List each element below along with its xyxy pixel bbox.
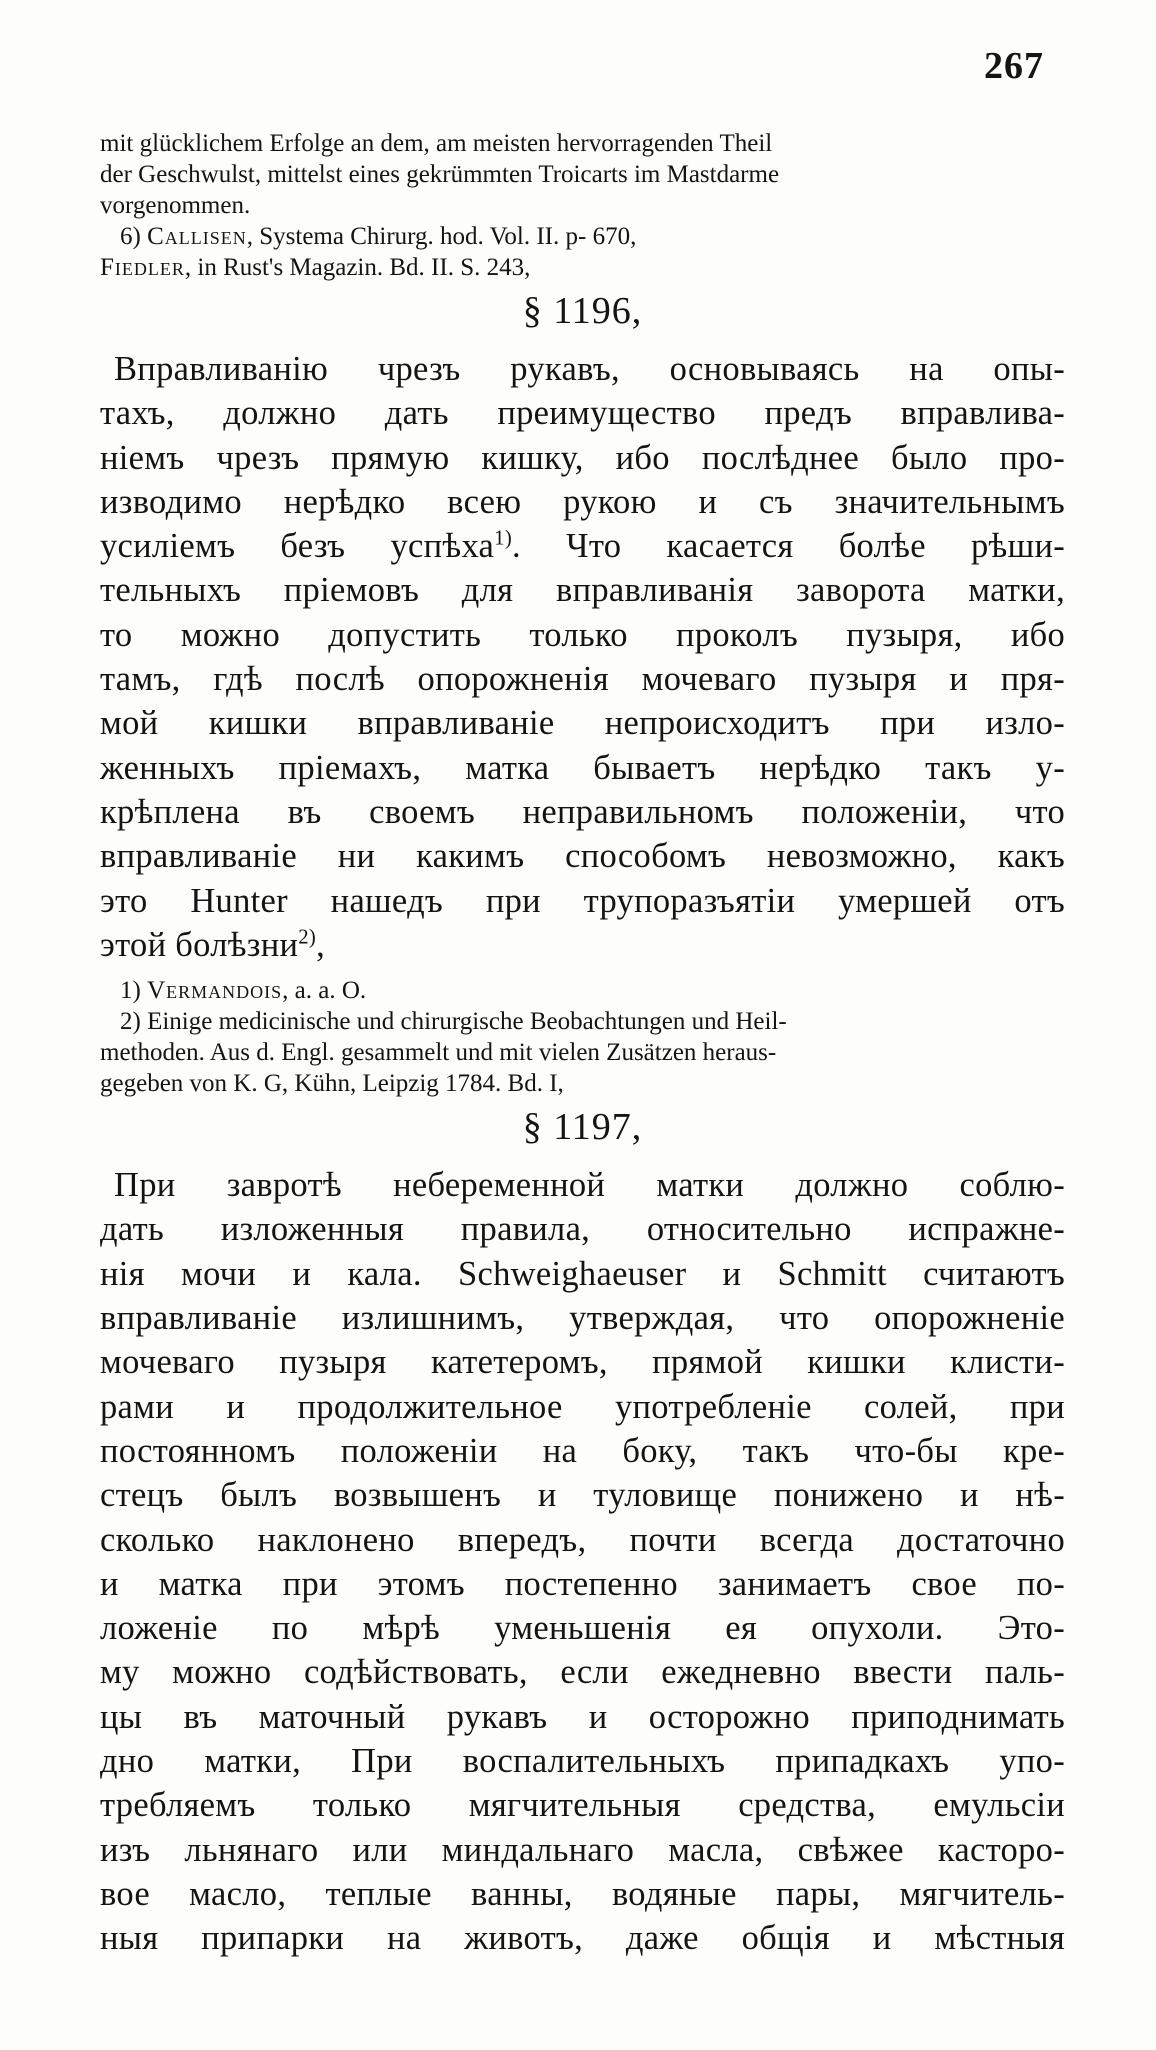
paragraph-line: вправливаніе излишнимъ, утверждая, что опорожненіе [100, 1299, 1065, 1338]
paragraph-line: тахъ, должно дать преимущество предъ вправлива- [100, 394, 1065, 433]
paragraph-line: тельныхъ пріемовъ для вправливанія заворота матки, [100, 571, 1065, 610]
paragraph-line: стецъ былъ возвышенъ и туловище понижено и нѣ- [100, 1476, 1065, 1515]
page-number: 267 [984, 45, 1044, 87]
line-text: . Что касается болѣе рѣши- [512, 527, 1065, 566]
paragraph-line: мочеваго пузыря катетеромъ, прямой кишки клисти- [100, 1343, 1065, 1382]
paragraph-line: и матка при этомъ постепенно занимаетъ свое по- [100, 1564, 1065, 1603]
paragraph-line: Вправливанію чрезъ рукавъ, основываясь на опы- [114, 350, 1065, 388]
paragraph-line: ніемъ чрезъ прямую кишку, ибо послѣднее было про- [100, 438, 1065, 477]
footnote-citation: , in Rust's Magazin. Bd. II. S. 243, [184, 254, 531, 281]
section-1196-paragraph [100, 347, 1065, 967]
footnote-6-line2 [100, 252, 1065, 283]
paragraph-line: цы въ маточный рукавъ и осторожно приподнимать [100, 1697, 1065, 1736]
paragraph-line: изводимо нерѣдко всею рукою и съ значительнымъ [100, 482, 1065, 521]
footnote-citation: , Systema Chirurg. hod. Vol. II. p- 670, [246, 223, 637, 250]
paragraph-line: рами и продолжительное употребленіе солей, при [100, 1387, 1065, 1426]
footnote-2-line2: methoden. Aus d. Engl. gesammelt und mit vielen Zusätzen heraus- [100, 1039, 777, 1067]
top-text-line: vorgenommen. [100, 192, 251, 219]
page-text [100, 128, 1065, 1961]
footnote-marker: 6) [120, 223, 141, 250]
paragraph-line: изъ льнянаго или миндальнаго масла, свѣжее касторо- [100, 1830, 1065, 1869]
paragraph-line: нія мочи и кала. Schweighaeuser и Schmitt считаютъ [100, 1254, 1065, 1293]
footnote-marker: 2) [120, 1008, 141, 1036]
top-continuation-text [100, 128, 1065, 221]
paragraph-line [100, 524, 1065, 568]
paragraph-line: дать изложенныя правила, относительно испражне- [100, 1210, 1065, 1249]
paragraph-line: постоянномъ положеніи на боку, такъ что-бы кре- [100, 1431, 1065, 1470]
top-text-line: mit glücklichem Erfolge an dem, am meisten hervorragenden Theil [100, 130, 773, 157]
footnote-citation: , a. a. O. [282, 977, 367, 1005]
footnote-1 [100, 975, 1065, 1006]
paragraph-line [100, 923, 1065, 967]
section-1197-paragraph [100, 1163, 1065, 1960]
footnote-2-line3: gegeben von K. G, Kühn, Leipzig 1784. Bd. I, [100, 1070, 564, 1098]
paragraph-line: ложеніе по мѣрѣ уменьшенія ея опухоли. Это- [100, 1609, 1065, 1648]
footnote-ref: 2) [298, 926, 317, 949]
paragraph-line: При завротѣ небеременной матки должно соблю- [114, 1166, 1065, 1205]
line-text: усиліемъ безъ успѣха [100, 527, 495, 566]
section-heading-1197: § 1197, [522, 1106, 643, 1149]
paragraph-line: му можно содѣйствовать, если ежедневно ввести паль- [100, 1653, 1065, 1692]
paragraph-line: крѣплена въ своемъ неправильномъ положеніи, что [100, 792, 1065, 831]
section-1196-footnotes [100, 975, 1065, 1099]
paragraph-line: тамъ, гдѣ послѣ опорожненія мочеваго пузыря и пря- [100, 660, 1065, 699]
section-heading-1196: § 1196, [522, 290, 643, 332]
footnote-citation: Einige medicinische und chirurgische Beobachtungen und Heil- [147, 1008, 787, 1036]
top-text-line: der Geschwulst, mittelst eines gekrümmten Troicarts im Mastdarme [100, 161, 780, 188]
footnote-2-line1 [100, 1006, 1065, 1037]
paragraph-line: женныхъ пріемахъ, матка бываетъ нерѣдко такъ у- [100, 748, 1065, 787]
paragraph-line: требляемъ только мягчительныя средства, емульсіи [100, 1786, 1065, 1825]
paragraph-line: ныя припарки на животъ, даже общія и мѣстныя [100, 1919, 1065, 1958]
line-text: этой болѣзни [100, 925, 299, 964]
footnote-author: Vermandois [147, 977, 283, 1005]
footnote-ref: 1) [494, 527, 513, 550]
paragraph-line: это Hunter нашедъ при трупоразъятіи умершей отъ [100, 881, 1065, 920]
paragraph-line: мой кишки вправливаніе непроисходитъ при изло- [100, 704, 1065, 743]
paragraph-line: то можно допустить только проколъ пузыря, ибо [100, 615, 1065, 654]
paragraph-line: дно матки, При воспалительныхъ припадкахъ упо- [100, 1742, 1065, 1781]
footnote-6-line1 [100, 221, 1065, 252]
footnote-author: Callisen [147, 223, 247, 250]
paragraph-line: сколько наклонено впередъ, почти всегда достаточно [100, 1520, 1065, 1559]
line-text: , [316, 925, 325, 964]
paragraph-line: вое масло, теплые ванны, водяные пары, мягчитель- [100, 1874, 1065, 1913]
footnote-author: Fiedler [100, 254, 185, 281]
footnote-marker: 1) [120, 977, 141, 1005]
paragraph-line: вправливаніе ни какимъ способомъ невозможно, какъ [100, 837, 1065, 876]
footnote-6 [100, 221, 1065, 283]
